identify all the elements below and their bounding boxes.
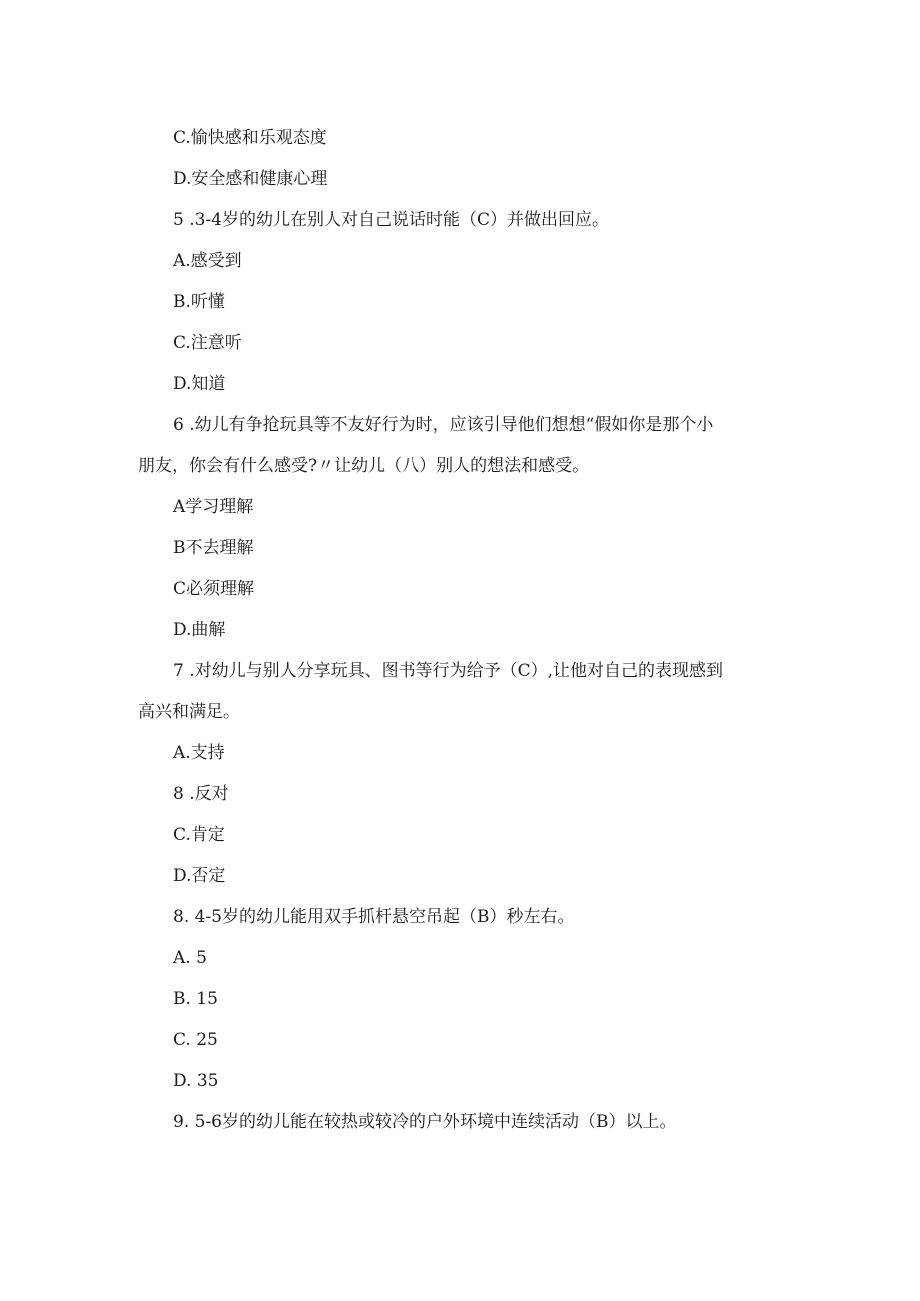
option-d-q8: D. 35 — [173, 1071, 219, 1091]
option-b-q7: 8 .反对 — [173, 784, 229, 804]
option-a-q5: A.感受到 — [173, 251, 242, 271]
question-9: 9. 5-6岁的幼儿能在较热或较冷的户外环境中连续活动（B）以上。 — [173, 1112, 677, 1132]
question-5: 5 .3-4岁的幼儿在别人对自己说话时能（C）并做出回应。 — [173, 210, 610, 230]
option-d-q4: D.安全感和健康心理 — [173, 169, 328, 189]
option-a-q6: A学习理解 — [173, 497, 254, 517]
question-6-line-2: 朋友，你会有什么感受?〃让幼儿（八）别人的想法和感受。 — [138, 456, 590, 476]
option-c-q8: C. 25 — [173, 1030, 218, 1050]
question-7-line-1: 7 .对幼儿与别人分享玩具、图书等行为给予（C）,让他对自己的表现感到 — [173, 661, 724, 681]
option-c-q4: C.愉快感和乐观态度 — [173, 128, 327, 148]
option-d-q7: D.否定 — [173, 866, 226, 886]
option-c-q6: C必须理解 — [173, 579, 255, 599]
option-d-q6: D.曲解 — [173, 620, 226, 640]
option-a-q8: A. 5 — [173, 948, 207, 968]
question-6-line-1: 6 .幼儿有争抢玩具等不友好行为时，应该引导他们想想“假如你是那个小 — [173, 415, 714, 435]
option-a-q7: A.支持 — [173, 743, 225, 763]
question-7-line-2: 高兴和满足。 — [138, 702, 240, 722]
option-b-q6: B不去理解 — [173, 538, 254, 558]
option-d-q5: D.知道 — [173, 374, 226, 394]
option-b-q5: B.听懂 — [173, 292, 225, 312]
option-c-q5: C.注意听 — [173, 333, 242, 353]
option-c-q7: C.肯定 — [173, 825, 225, 845]
question-8: 8. 4-5岁的幼儿能用双手抓杆悬空吊起（B）秒左右。 — [173, 907, 575, 927]
option-b-q8: B. 15 — [173, 989, 218, 1009]
